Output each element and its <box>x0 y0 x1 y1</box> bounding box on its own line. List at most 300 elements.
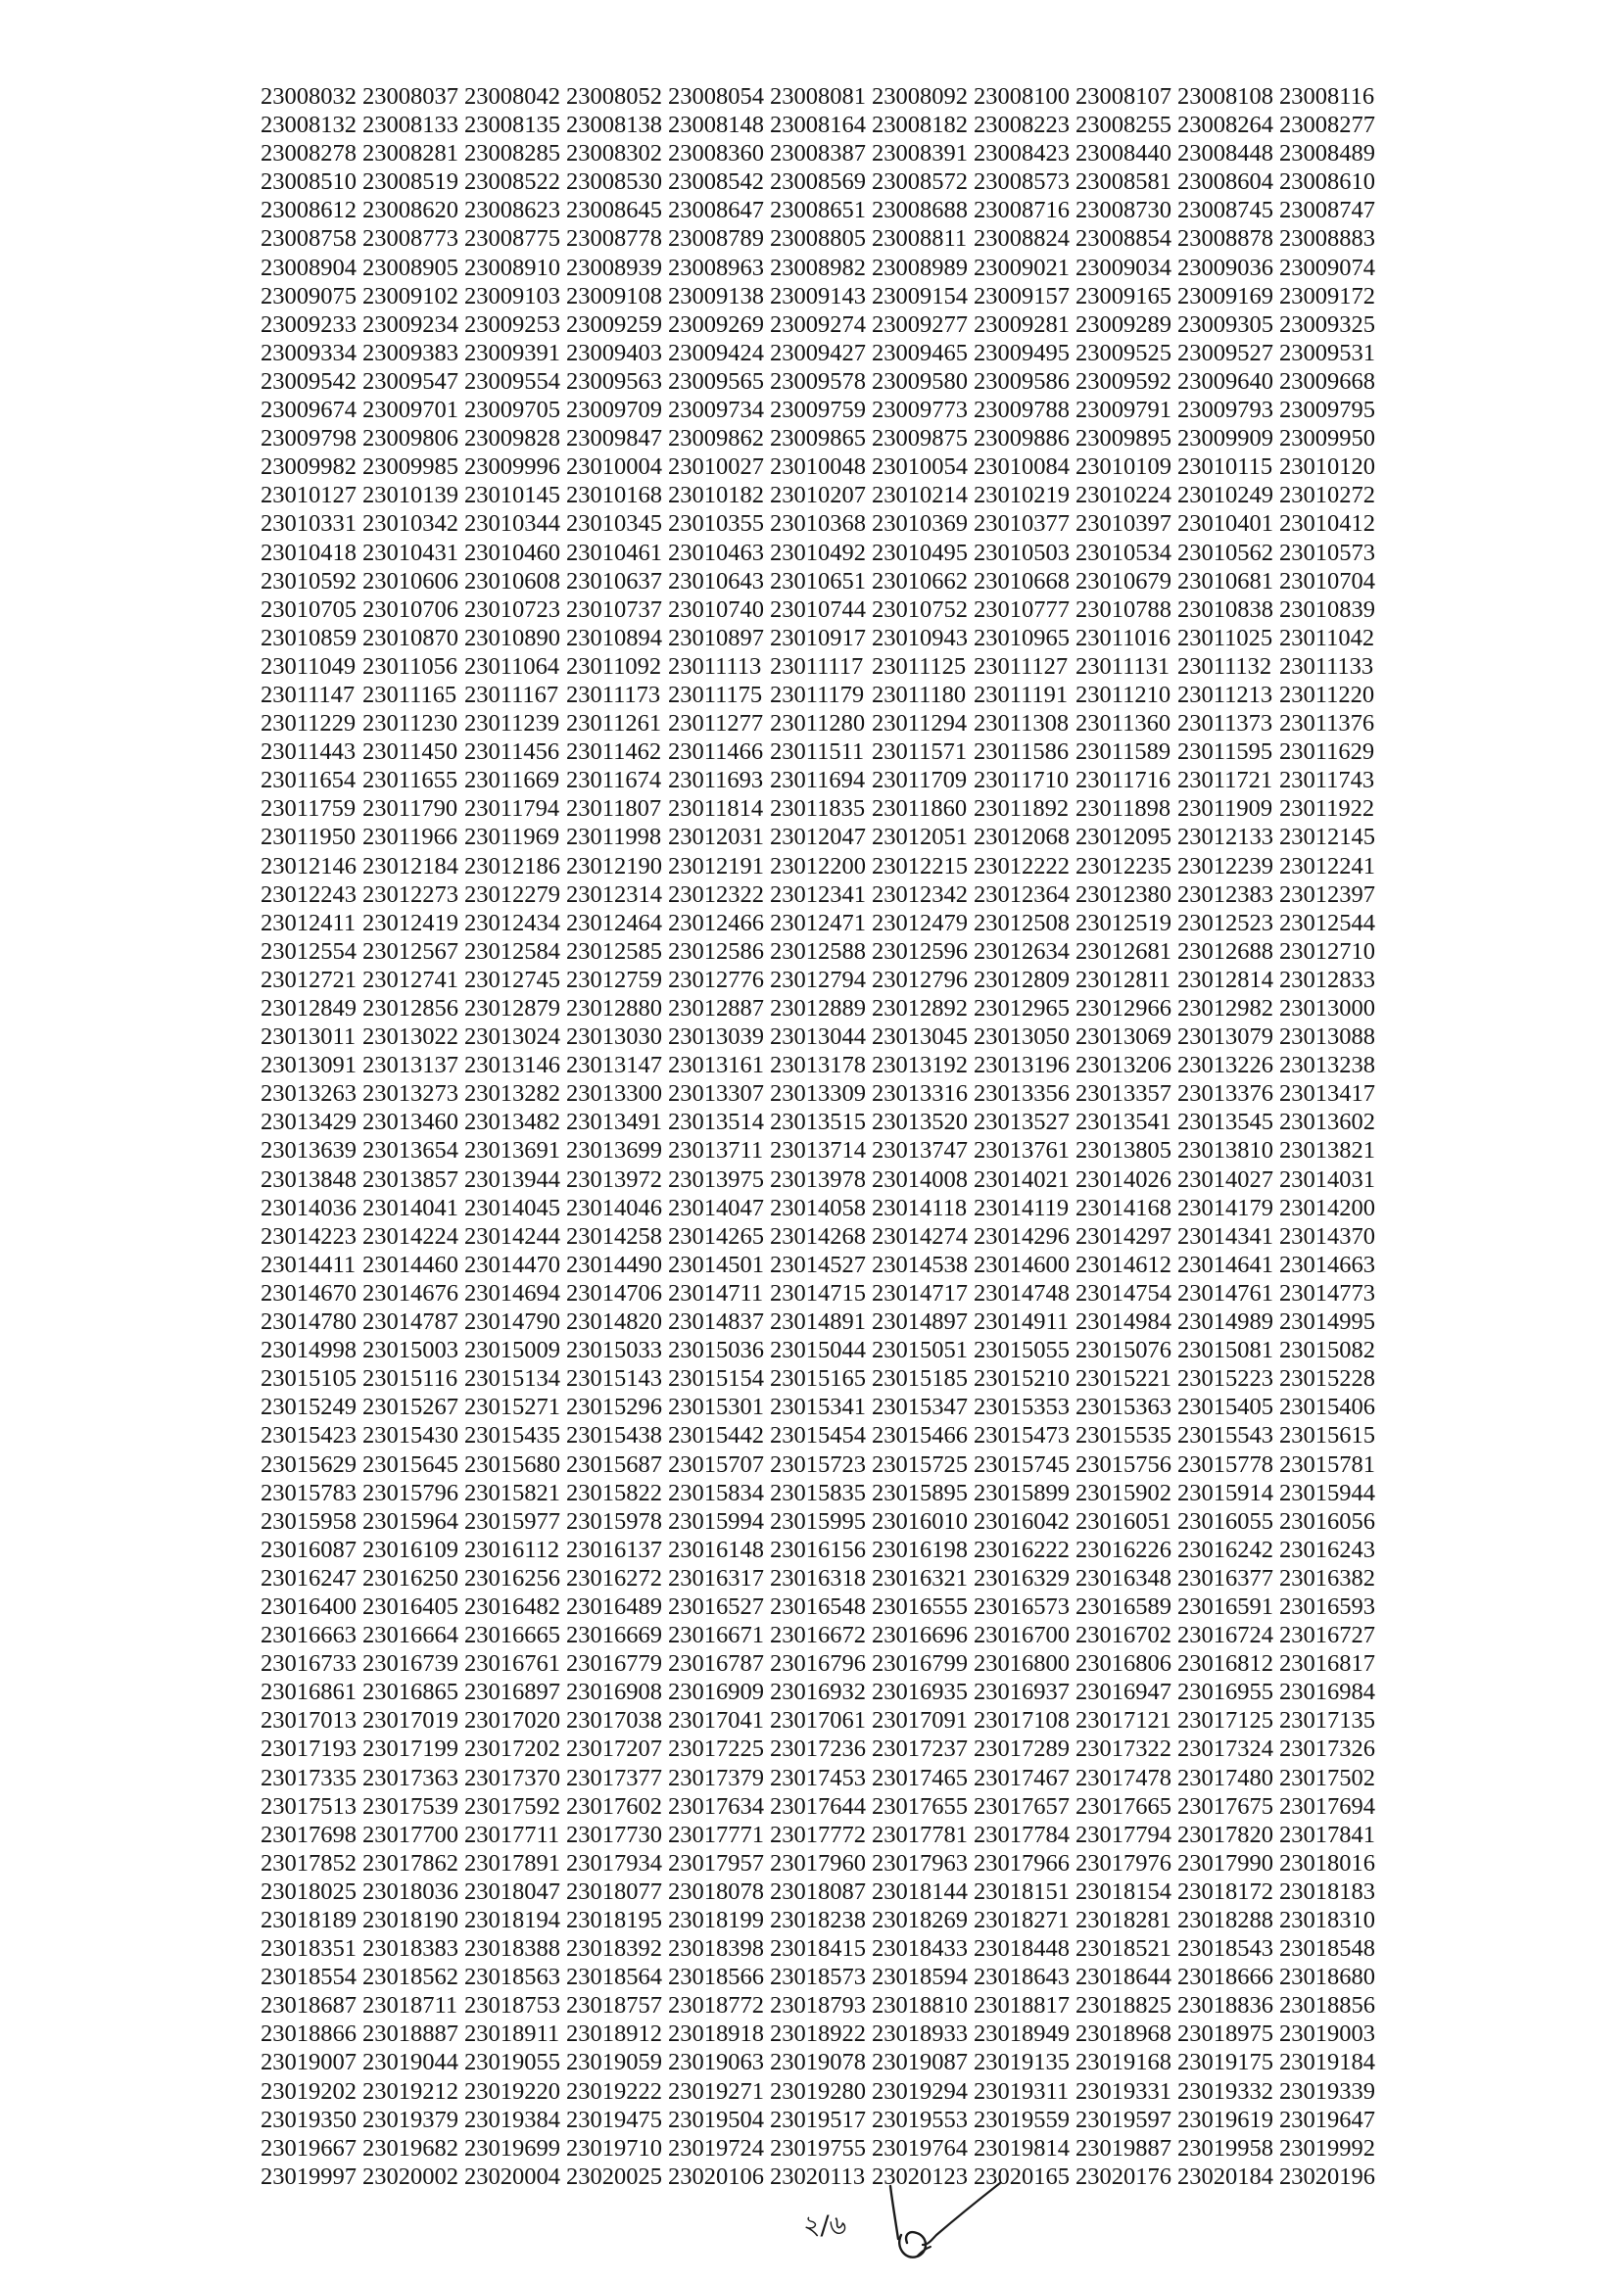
roll-number: 23010943 <box>872 624 968 651</box>
roll-number: 23017657 <box>974 1792 1070 1820</box>
roll-number: 23019559 <box>974 2106 1070 2133</box>
roll-number: 23015645 <box>362 1450 458 1478</box>
roll-number: 23011092 <box>566 652 662 680</box>
roll-number: 23008963 <box>668 254 764 281</box>
roll-number: 23013079 <box>1177 1023 1273 1051</box>
roll-number: 23012191 <box>668 852 764 880</box>
roll-number-row <box>261 1279 1387 1307</box>
roll-number: 23012383 <box>1177 880 1273 908</box>
roll-number: 23018975 <box>1177 2021 1273 2048</box>
roll-number-row <box>261 823 1387 851</box>
roll-number: 23012741 <box>362 966 458 993</box>
roll-number: 23012397 <box>1279 880 1375 908</box>
roll-number: 23013192 <box>872 1052 968 1079</box>
roll-number: 23018194 <box>464 1907 560 1933</box>
roll-number: 23015964 <box>362 1507 458 1535</box>
roll-number: 23018666 <box>1177 1964 1273 1991</box>
roll-number: 23013045 <box>872 1023 968 1051</box>
roll-number: 23010412 <box>1279 510 1375 538</box>
roll-number: 23011230 <box>362 710 458 737</box>
roll-number: 23017013 <box>261 1707 357 1735</box>
roll-number: 23013972 <box>566 1165 662 1193</box>
roll-number: 23010890 <box>464 624 560 651</box>
roll-number-row <box>261 2163 1387 2191</box>
roll-number: 23017794 <box>1075 1821 1171 1848</box>
roll-number: 23019220 <box>464 2077 560 2105</box>
roll-number-row <box>261 595 1387 624</box>
roll-number-row <box>261 1507 1387 1536</box>
roll-number: 23019475 <box>566 2106 662 2133</box>
roll-number: 23016665 <box>464 1622 560 1649</box>
roll-number: 23012200 <box>770 852 866 880</box>
roll-number: 23014820 <box>566 1308 662 1336</box>
roll-number: 23012464 <box>566 909 662 936</box>
roll-number: 23008688 <box>872 197 968 224</box>
roll-number: 23013514 <box>668 1109 764 1136</box>
roll-number: 23018183 <box>1279 1878 1375 1905</box>
roll-number: 23009427 <box>770 339 866 366</box>
roll-number: 23011462 <box>566 738 662 766</box>
roll-number: 23009547 <box>362 367 458 395</box>
roll-number: 23012031 <box>668 824 764 851</box>
roll-number: 23009527 <box>1177 339 1273 366</box>
roll-number: 23013011 <box>261 1023 357 1051</box>
roll-number: 23013000 <box>1279 995 1375 1022</box>
roll-number: 23008391 <box>872 140 968 167</box>
roll-number: 23013206 <box>1075 1052 1171 1079</box>
roll-number: 23010495 <box>872 539 968 566</box>
roll-number: 23017363 <box>362 1764 458 1791</box>
roll-number: 23017644 <box>770 1792 866 1820</box>
roll-number: 23012434 <box>464 909 560 936</box>
roll-number: 23010342 <box>362 510 458 538</box>
roll-number-row <box>261 1706 1387 1735</box>
roll-number: 23013691 <box>464 1137 560 1165</box>
roll-number: 23013044 <box>770 1023 866 1051</box>
roll-number: 23015044 <box>770 1337 866 1364</box>
roll-number: 23008645 <box>566 197 662 224</box>
roll-number: 23009525 <box>1075 339 1171 366</box>
roll-number: 23016696 <box>872 1622 968 1649</box>
roll-number: 23016489 <box>566 1593 662 1620</box>
roll-number-row <box>261 766 1387 794</box>
roll-number: 23015165 <box>770 1365 866 1393</box>
roll-number: 23016243 <box>1279 1536 1375 1563</box>
roll-number: 23014694 <box>464 1279 560 1307</box>
roll-number: 23011376 <box>1279 710 1375 737</box>
roll-number: 23012634 <box>974 937 1070 965</box>
roll-number: 23017019 <box>362 1707 458 1735</box>
roll-number: 23014244 <box>464 1222 560 1250</box>
roll-number: 23015435 <box>464 1422 560 1450</box>
roll-number: 23018189 <box>261 1907 357 1933</box>
roll-number: 23013491 <box>566 1109 662 1136</box>
roll-number: 23017602 <box>566 1792 662 1820</box>
roll-number-row <box>261 1849 1387 1878</box>
roll-number: 23017634 <box>668 1792 764 1820</box>
roll-number: 23017135 <box>1279 1707 1375 1735</box>
roll-number: 23018195 <box>566 1907 662 1933</box>
roll-number: 23018918 <box>668 2021 764 2048</box>
roll-number: 23012584 <box>464 937 560 965</box>
roll-number: 23010573 <box>1279 539 1375 566</box>
roll-number-row <box>261 1393 1387 1421</box>
roll-number: 23009759 <box>770 397 866 424</box>
roll-number: 23016937 <box>974 1679 1070 1706</box>
roll-number: 23019059 <box>566 2049 662 2076</box>
roll-number: 23009847 <box>566 425 662 452</box>
roll-number: 23015405 <box>1177 1394 1273 1421</box>
roll-number: 23010460 <box>464 539 560 566</box>
roll-number: 23018711 <box>362 1992 458 2020</box>
roll-number: 23010461 <box>566 539 662 566</box>
roll-number-row <box>261 1649 1387 1678</box>
roll-number: 23014780 <box>261 1308 357 1336</box>
roll-number: 23018753 <box>464 1992 560 2020</box>
roll-number: 23015223 <box>1177 1365 1273 1393</box>
roll-number: 23012051 <box>872 824 968 851</box>
roll-number-row <box>261 1108 1387 1136</box>
roll-number: 23009103 <box>464 282 560 309</box>
roll-number: 23018144 <box>872 1878 968 1905</box>
roll-number: 23010870 <box>362 624 458 651</box>
roll-number: 23013515 <box>770 1109 866 1136</box>
roll-number: 23010145 <box>464 482 560 509</box>
roll-number: 23018772 <box>668 1992 764 2020</box>
roll-number: 23010681 <box>1177 567 1273 594</box>
roll-number: 23017108 <box>974 1707 1070 1735</box>
roll-number: 23009806 <box>362 425 458 452</box>
roll-number: 23018269 <box>872 1907 968 1933</box>
roll-number: 23017326 <box>1279 1735 1375 1763</box>
roll-number: 23016669 <box>566 1622 662 1649</box>
roll-number: 23013810 <box>1177 1137 1273 1165</box>
roll-number: 23013975 <box>668 1165 764 1193</box>
roll-number: 23012273 <box>362 880 458 908</box>
roll-number-row <box>261 2077 1387 2106</box>
roll-number: 23019175 <box>1177 2049 1273 2076</box>
roll-number: 23016242 <box>1177 1536 1273 1563</box>
roll-number: 23010965 <box>974 624 1070 651</box>
roll-number: 23018281 <box>1075 1907 1171 1933</box>
roll-number-row <box>261 539 1387 567</box>
roll-number: 23017480 <box>1177 1764 1273 1791</box>
roll-number: 23013309 <box>770 1080 866 1108</box>
roll-number: 23011909 <box>1177 795 1273 823</box>
roll-number: 23011892 <box>974 795 1070 823</box>
roll-number: 23014612 <box>1075 1251 1171 1278</box>
roll-number: 23009495 <box>974 339 1070 366</box>
signature-stroke <box>890 2186 898 2239</box>
roll-number: 23012586 <box>668 937 764 965</box>
roll-number: 23019184 <box>1279 2049 1375 2076</box>
roll-number: 23015210 <box>974 1365 1070 1393</box>
roll-number: 23010139 <box>362 482 458 509</box>
roll-number: 23018554 <box>261 1964 357 1991</box>
roll-number: 23017665 <box>1075 1792 1171 1820</box>
roll-number: 23018566 <box>668 1964 764 1991</box>
roll-number-row <box>261 1194 1387 1222</box>
roll-number: 23009253 <box>464 310 560 338</box>
roll-number: 23017199 <box>362 1735 458 1763</box>
roll-number: 23009791 <box>1075 397 1171 424</box>
roll-number: 23016573 <box>974 1593 1070 1620</box>
roll-number: 23017202 <box>464 1735 560 1763</box>
roll-number: 23014527 <box>770 1251 866 1278</box>
roll-number: 23014837 <box>668 1308 764 1336</box>
roll-number: 23012721 <box>261 966 357 993</box>
roll-number: 23008278 <box>261 140 357 167</box>
roll-number: 23010492 <box>770 539 866 566</box>
roll-number: 23009143 <box>770 282 866 309</box>
roll-number: 23011860 <box>872 795 968 823</box>
roll-number: 23011966 <box>362 824 458 851</box>
roll-number: 23012588 <box>770 937 866 965</box>
roll-number: 23009305 <box>1177 310 1273 338</box>
roll-number: 23012688 <box>1177 937 1273 965</box>
roll-number: 23019311 <box>974 2077 1070 2105</box>
roll-number: 23012796 <box>872 966 968 993</box>
roll-number: 23015051 <box>872 1337 968 1364</box>
roll-number: 23018448 <box>974 1935 1070 1963</box>
roll-number: 23010777 <box>974 595 1070 623</box>
roll-number: 23015535 <box>1075 1422 1171 1450</box>
roll-number: 23008223 <box>974 112 1070 139</box>
roll-number: 23019168 <box>1075 2049 1171 2076</box>
roll-number: 23009172 <box>1279 282 1375 309</box>
roll-number: 23009865 <box>770 425 866 452</box>
roll-number: 23019764 <box>872 2134 968 2162</box>
roll-number: 23013039 <box>668 1023 764 1051</box>
roll-number: 23017467 <box>974 1764 1070 1791</box>
roll-number: 23012759 <box>566 966 662 993</box>
roll-number: 23015978 <box>566 1507 662 1535</box>
roll-number: 23011360 <box>1075 710 1171 737</box>
roll-number: 23018856 <box>1279 1992 1375 2020</box>
roll-number: 23010431 <box>362 539 458 566</box>
roll-number: 23018025 <box>261 1878 357 1905</box>
roll-number: 23019294 <box>872 2077 968 2105</box>
roll-number: 23016256 <box>464 1564 560 1592</box>
roll-number: 23014265 <box>668 1222 764 1250</box>
roll-number: 23015301 <box>668 1394 764 1421</box>
roll-number: 23018887 <box>362 2021 458 2048</box>
roll-number: 23009982 <box>261 453 357 481</box>
roll-number: 23011835 <box>770 795 866 823</box>
roll-number: 23009036 <box>1177 254 1273 281</box>
roll-number: 23008573 <box>974 168 1070 196</box>
roll-number: 23010207 <box>770 482 866 509</box>
roll-number: 23017061 <box>770 1707 866 1735</box>
roll-number: 23020176 <box>1075 2163 1171 2190</box>
roll-number: 23008989 <box>872 254 968 281</box>
roll-number: 23009580 <box>872 367 968 395</box>
roll-number: 23012235 <box>1075 852 1171 880</box>
roll-number: 23011674 <box>566 767 662 794</box>
roll-number: 23014706 <box>566 1279 662 1307</box>
roll-number: 23009563 <box>566 367 662 395</box>
roll-number: 23008542 <box>668 168 764 196</box>
roll-number: 23012146 <box>261 852 357 880</box>
roll-number: 23019997 <box>261 2163 357 2190</box>
roll-number-row <box>261 2106 1387 2134</box>
roll-number: 23016042 <box>974 1507 1070 1535</box>
roll-number: 23008054 <box>668 83 764 110</box>
roll-number-row <box>261 167 1387 196</box>
roll-number: 23011175 <box>668 681 763 708</box>
roll-number-row <box>261 1934 1387 1963</box>
roll-number: 23008100 <box>974 83 1070 110</box>
signature-flick <box>917 2247 931 2257</box>
roll-number: 23009391 <box>464 339 560 366</box>
roll-number: 23016318 <box>770 1564 866 1592</box>
roll-number: 23015228 <box>1279 1365 1375 1393</box>
roll-number: 23012681 <box>1075 937 1171 965</box>
roll-number: 23016700 <box>974 1622 1070 1649</box>
roll-number: 23012241 <box>1279 852 1375 880</box>
roll-number: 23014297 <box>1075 1222 1171 1250</box>
roll-number: 23016664 <box>362 1622 458 1649</box>
roll-number: 23012814 <box>1177 966 1273 993</box>
roll-number: 23014027 <box>1177 1165 1273 1193</box>
roll-number: 23010651 <box>770 567 866 594</box>
roll-number: 23014200 <box>1279 1194 1375 1221</box>
roll-number: 23019202 <box>261 2077 357 2105</box>
roll-number: 23014041 <box>362 1194 458 1221</box>
roll-number: 23010592 <box>261 567 357 594</box>
roll-number: 23011125 <box>872 652 967 680</box>
roll-number: 23016055 <box>1177 1507 1273 1535</box>
roll-number: 23017934 <box>566 1849 662 1877</box>
roll-number: 23015995 <box>770 1507 866 1535</box>
roll-number: 23013238 <box>1279 1052 1375 1079</box>
roll-number: 23015442 <box>668 1422 764 1450</box>
roll-number-row <box>261 224 1387 253</box>
roll-number: 23014470 <box>464 1251 560 1278</box>
roll-number: 23016482 <box>464 1593 560 1620</box>
roll-number: 23014223 <box>261 1222 357 1250</box>
roll-number: 23013376 <box>1177 1080 1273 1108</box>
roll-number: 23012190 <box>566 852 662 880</box>
roll-number: 23018310 <box>1279 1907 1375 1933</box>
roll-number: 23016087 <box>261 1536 357 1563</box>
roll-number: 23012965 <box>974 995 1070 1022</box>
roll-number: 23020002 <box>362 2163 458 2190</box>
roll-number-row <box>261 481 1387 509</box>
roll-number: 23010054 <box>872 453 968 481</box>
roll-number: 23011589 <box>1075 738 1171 766</box>
roll-number: 23014118 <box>872 1194 968 1221</box>
roll-number: 23018949 <box>974 2021 1070 2048</box>
roll-number: 23017990 <box>1177 1849 1273 1877</box>
roll-number: 23014984 <box>1075 1308 1171 1336</box>
roll-number-row <box>261 652 1387 681</box>
roll-number: 23017711 <box>464 1821 560 1848</box>
roll-number: 23015895 <box>872 1479 968 1506</box>
roll-number: 23016198 <box>872 1536 968 1563</box>
roll-number: 23010355 <box>668 510 764 538</box>
roll-number: 23018643 <box>974 1964 1070 1991</box>
roll-number: 23013282 <box>464 1080 560 1108</box>
roll-number: 23012776 <box>668 966 764 993</box>
roll-number: 23017121 <box>1075 1707 1171 1735</box>
roll-number: 23014641 <box>1177 1251 1273 1278</box>
roll-number: 23010859 <box>261 624 357 651</box>
roll-number: 23013482 <box>464 1109 560 1136</box>
roll-number: 23016935 <box>872 1679 968 1706</box>
roll-number: 23019078 <box>770 2049 866 2076</box>
roll-number: 23014411 <box>261 1251 357 1278</box>
roll-number: 23017771 <box>668 1821 764 1848</box>
roll-number-row <box>261 139 1387 167</box>
roll-number: 23020165 <box>974 2163 1070 2190</box>
roll-number: 23018388 <box>464 1935 560 1963</box>
roll-number: 23011064 <box>464 652 560 680</box>
roll-number: 23015745 <box>974 1450 1070 1478</box>
roll-number: 23014047 <box>668 1194 764 1221</box>
roll-number: 23008610 <box>1279 168 1375 196</box>
roll-number: 23010534 <box>1075 539 1171 566</box>
roll-number: 23013178 <box>770 1052 866 1079</box>
roll-number: 23018383 <box>362 1935 458 1963</box>
roll-number: 23018912 <box>566 2021 662 2048</box>
roll-number: 23013654 <box>362 1137 458 1165</box>
roll-number: 23017891 <box>464 1849 560 1877</box>
roll-number: 23018351 <box>261 1935 357 1963</box>
roll-number: 23012471 <box>770 909 866 936</box>
roll-number: 23015271 <box>464 1394 560 1421</box>
roll-number: 23012184 <box>362 852 458 880</box>
roll-number: 23016861 <box>261 1679 357 1706</box>
roll-number: 23013639 <box>261 1137 357 1165</box>
roll-number: 23017852 <box>261 1849 357 1877</box>
roll-number: 23018238 <box>770 1907 866 1933</box>
roll-number: 23012508 <box>974 909 1070 936</box>
roll-number: 23010168 <box>566 482 662 509</box>
roll-number-row <box>261 794 1387 823</box>
roll-number: 23011280 <box>770 710 866 737</box>
roll-number: 23010272 <box>1279 482 1375 509</box>
roll-number: 23011571 <box>872 738 968 766</box>
roll-number: 23014031 <box>1279 1165 1375 1193</box>
roll-number: 23015134 <box>464 1365 560 1393</box>
roll-number-row <box>261 282 1387 310</box>
roll-number: 23008519 <box>362 168 458 196</box>
roll-number: 23015821 <box>464 1479 560 1506</box>
roll-number: 23016247 <box>261 1564 357 1592</box>
roll-number-row <box>261 1136 1387 1165</box>
roll-number: 23012523 <box>1177 909 1273 936</box>
roll-number: 23019379 <box>362 2106 458 2133</box>
roll-number: 23016865 <box>362 1679 458 1706</box>
roll-number: 23015687 <box>566 1450 662 1478</box>
roll-number-row <box>261 2020 1387 2048</box>
roll-number: 23014296 <box>974 1222 1070 1250</box>
roll-number: 23018047 <box>464 1878 560 1905</box>
roll-number: 23016984 <box>1279 1679 1375 1706</box>
roll-number-row <box>261 1079 1387 1108</box>
roll-number: 23014761 <box>1177 1279 1273 1307</box>
roll-number-row <box>261 1564 1387 1593</box>
roll-number: 23015438 <box>566 1422 662 1450</box>
roll-number: 23016672 <box>770 1622 866 1649</box>
roll-number: 23017465 <box>872 1764 968 1791</box>
roll-number: 23017655 <box>872 1792 968 1820</box>
roll-number: 23013263 <box>261 1080 357 1108</box>
roll-number: 23016897 <box>464 1679 560 1706</box>
roll-number: 23014341 <box>1177 1222 1273 1250</box>
roll-number: 23016796 <box>770 1650 866 1678</box>
